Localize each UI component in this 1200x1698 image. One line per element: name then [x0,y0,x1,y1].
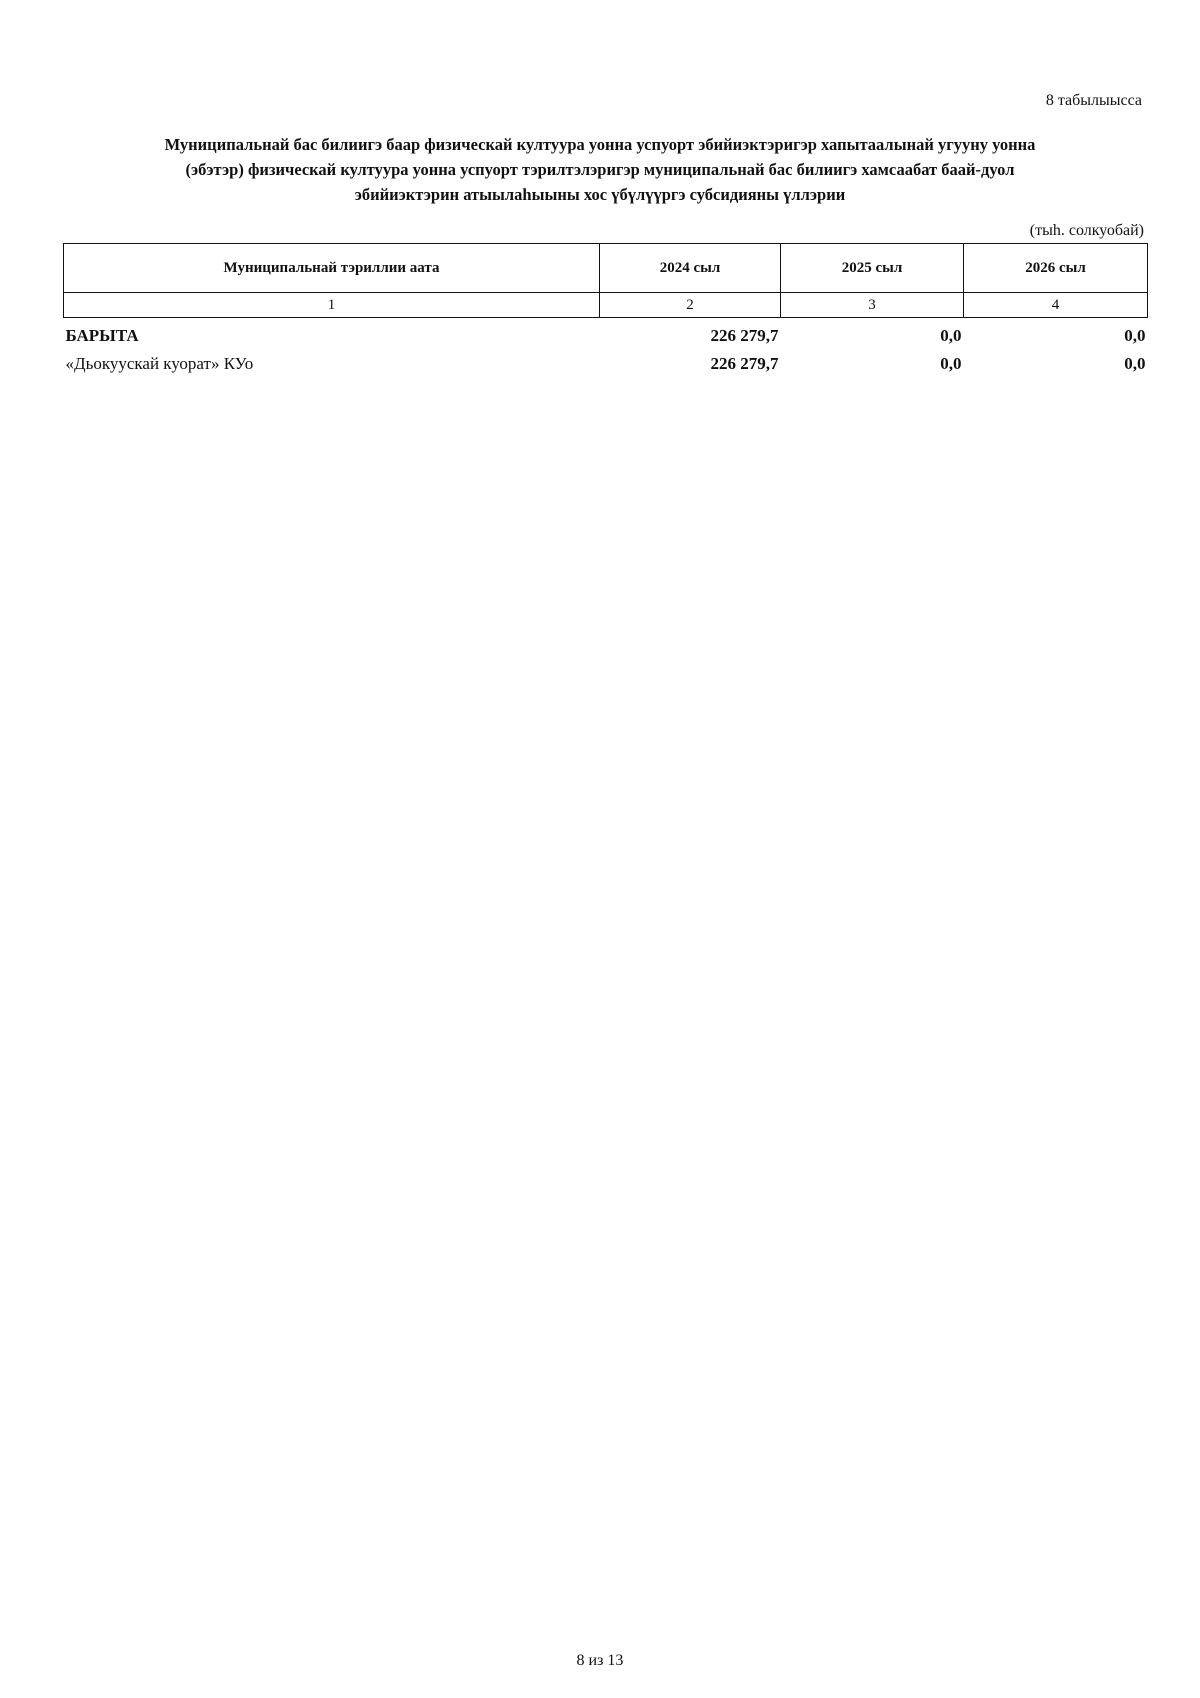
units-label: (тыһ. солкуобай) [1029,222,1144,239]
document-title [62,132,1138,207]
value-2024: 226 279,7 [710,354,779,373]
table-row [64,346,1148,374]
header-municipality: Муниципальнай тэриллии аата [64,244,600,293]
title-line-1: Муниципальнай бас билиигэ баар физическай култуура уонна успуорт эбийиэктэригэр хапытаалынай угууну уонна [164,135,1036,154]
header-2026: 2026 сыл [964,244,1148,293]
title-line-3: эбийиэктэрин атыылаһыыны хос үбүлүүргэ субсидияны үллэрии [354,185,846,204]
column-number: 2 [600,293,781,318]
header-2024: 2024 сыл [600,244,781,293]
column-number: 4 [964,293,1148,318]
value-2026: 0,0 [1124,326,1146,345]
title-line-2: (эбэтэр) физическай култуура уонна успуорт тэрилтэлэригэр муниципальнай бас билиигэ хамсаабат баай-дуол [185,160,1015,179]
value-2024: 226 279,7 [710,326,779,345]
column-number-row [64,293,1148,318]
table-number: 8 табылыысса [1045,92,1142,109]
column-number: 3 [781,293,964,318]
row-name: БАРЫТА [65,326,139,345]
row-name: «Дьокуускай куорат» КУо [65,354,254,373]
page-number: 8 из 13 [576,1652,624,1669]
column-number: 1 [64,293,600,318]
table-row-total [64,318,1148,347]
value-2025: 0,0 [940,326,962,345]
header-2025: 2025 сыл [781,244,964,293]
table-header-row [64,244,1148,293]
subsidy-table [63,243,1148,374]
value-2025: 0,0 [940,354,962,373]
value-2026: 0,0 [1124,354,1146,373]
